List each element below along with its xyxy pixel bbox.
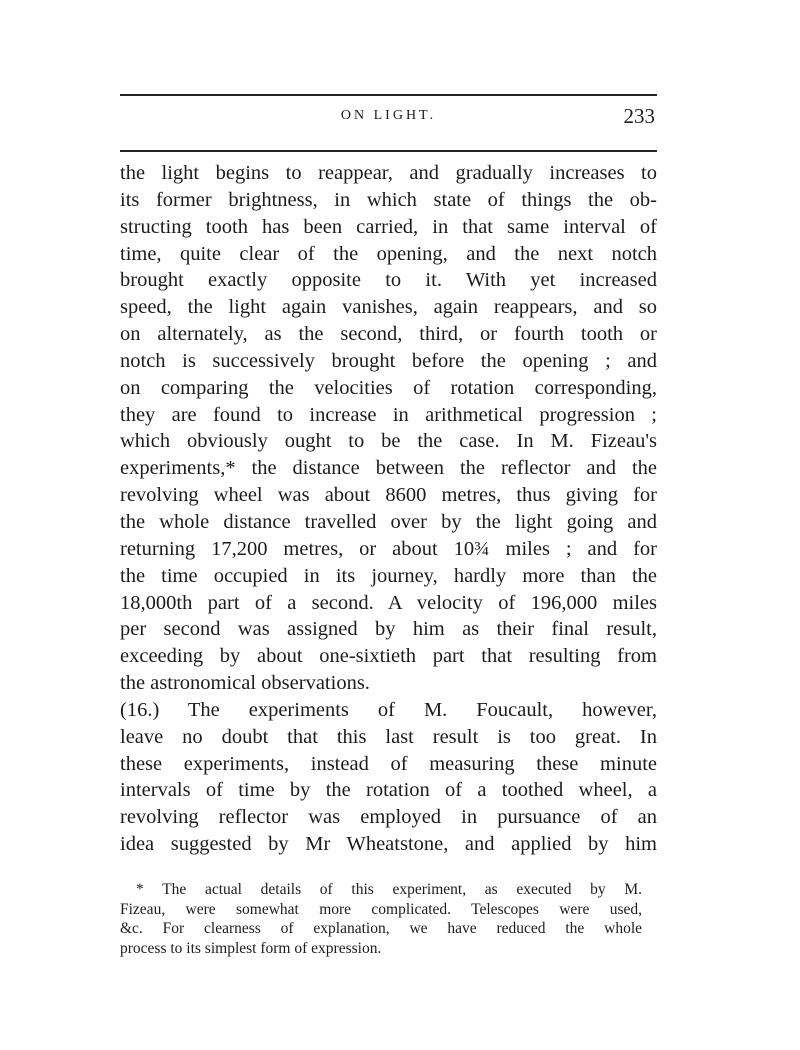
text-line: on comparing the velocities of rotation corresponding, xyxy=(120,376,657,399)
text-line: its former brightness, in which state of things the ob- xyxy=(120,188,657,211)
text-line: exceeding by about one-sixtieth part that resulting from xyxy=(120,645,657,668)
footnote-line: * The actual details of this experiment, as executed by M. xyxy=(136,881,642,898)
text-line: structing tooth has been carried, in that same interval of xyxy=(120,215,657,238)
text-line: the time occupied in its journey, hardly more than the xyxy=(120,564,657,587)
text-line: the astronomical observations. xyxy=(120,672,370,695)
text-line: experiments,* the distance between the reflector and the xyxy=(120,457,657,480)
text-line: the light begins to reappear, and gradually increases to xyxy=(120,162,657,184)
running-head xyxy=(120,104,657,134)
text-line: (16.) The experiments of M. Foucault, however, xyxy=(120,698,657,721)
running-title: ON LIGHT. xyxy=(340,108,437,123)
text-line: on alternately, as the second, third, or fourth tooth or xyxy=(120,323,657,346)
text-line: revolving wheel was about 8600 metres, thus giving for xyxy=(120,484,657,507)
text-line: idea suggested by Mr Wheatstone, and applied by him xyxy=(120,833,657,856)
header-rule-top xyxy=(120,94,657,96)
header-rule-bottom xyxy=(120,150,657,152)
text-line: returning 17,200 metres, or about 10¾ miles ; and for xyxy=(120,537,657,560)
footnote-line: Fizeau, were somewhat more complicated. Telescopes were used, xyxy=(120,900,642,918)
text-line: intervals of time by the rotation of a toothed wheel, a xyxy=(120,779,657,802)
text-line: per second was assigned by him as their final result, xyxy=(120,618,657,641)
body-text xyxy=(120,160,657,858)
text-line: speed, the light again vanishes, again reappears, and so xyxy=(120,296,657,319)
text-line: they are found to increase in arithmetical progression ; xyxy=(120,403,657,426)
text-line: which obviously ought to be the case. In M. Fizeau's xyxy=(120,430,657,453)
footnote-line: &c. For clearness of explanation, we have reduced the whole xyxy=(120,920,642,937)
text-line: time, quite clear of the opening, and the next notch xyxy=(120,242,657,265)
text-line: notch is successively brought before the opening ; and xyxy=(120,349,657,372)
footnote-line: process to its simplest form of expression. xyxy=(120,939,382,957)
text-line: leave no doubt that this last result is too great. In xyxy=(120,725,657,748)
text-line: 18,000th part of a second. A velocity of 196,000 miles xyxy=(120,591,657,614)
text-line: these experiments, instead of measuring these minute xyxy=(120,752,657,775)
text-line: the whole distance travelled over by the light going and xyxy=(120,510,657,533)
footnote xyxy=(120,880,642,958)
text-line: brought exactly opposite to it. With yet increased xyxy=(120,269,657,292)
text-line: revolving reflector was employed in pursuance of an xyxy=(120,806,657,829)
page-number: 233 xyxy=(623,104,655,128)
